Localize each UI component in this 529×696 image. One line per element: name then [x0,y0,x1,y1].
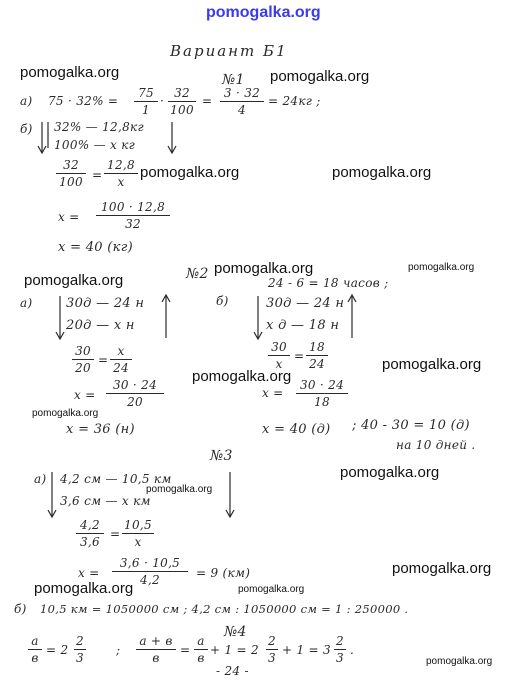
task-1a-fraction-1: 75 1 [134,86,158,117]
task-4-fraction-sum: а + в в [136,634,176,665]
task-4-fraction-a-b: а в [28,634,42,665]
task-4-fraction-a-b-2: а в [194,634,208,665]
page-number: - 24 - [216,664,249,678]
task-1b-answer: х = 40 (кг) [58,240,133,255]
task-3a-fraction-2: 10,5 х [122,518,154,549]
task-2b-x-equals: х = [262,386,284,400]
task-2-note: 24 - 6 = 18 часов ; [268,276,389,290]
task-2b-equals: = [294,349,305,363]
task-1-number: №1 [222,72,245,88]
task-4-equals-2: = [180,643,191,657]
task-2a-equals: = [98,353,109,367]
watermark: pomogalka.org [382,356,482,373]
task-1a-equals: = [202,94,213,108]
task-1a-expression: 75 · 32% = [48,94,119,108]
watermark: pomogalka.org [408,262,475,273]
task-4-semicolon: ; [116,643,121,657]
task-4-mixed-fraction-3: 2 3 [334,634,346,665]
variant-title: Вариант Б1 [170,42,288,60]
task-2b-answer: х = 40 (д) [262,422,331,437]
task-3b-line: 10,5 км = 1050000 см ; 4,2 см : 1050000 см = 1 : 250000 . [40,602,409,616]
task-2a-answer: х = 36 (н) [66,422,135,437]
task-2a-row-2: 20д — х н [66,318,135,333]
task-1b-x-equals: х = [58,210,80,224]
watermark: pomogalka.org [34,580,134,597]
task-1b-equals: = [92,168,103,182]
task-3a-fraction-3: 3,6 · 10,5 4,2 [112,556,188,587]
task-1b-fraction-3: 100 · 12,8 32 [96,200,170,231]
task-1b-fraction-2: 12,8 х [104,158,138,189]
task-4-period: . [350,643,355,657]
task-3-number: №3 [210,448,233,464]
task-2b-fraction-3: 30 · 24 18 [296,378,348,409]
task-2a-fraction-2: х 24 [110,344,132,375]
task-1b-fraction-1: 32 100 [56,158,86,189]
task-4-equals-1: = 2 [46,643,69,657]
task-4-number: №4 [224,624,247,640]
task-1b-row-1: 32% — 12,8кг [54,120,144,134]
watermark: pomogalka.org [146,484,213,495]
task-1a-dot: · [160,94,165,108]
task-2b-fraction-1: 30 х [268,340,290,371]
watermark: pomogalka.org [332,164,432,181]
watermark-top: pomogalka.org [206,4,321,21]
task-2a-fraction-3: 30 · 24 20 [106,378,164,409]
task-1a-fraction-2: 32 100 [168,86,196,117]
task-3a-row-1: 4,2 см — 10,5 км [60,472,172,486]
watermark: pomogalka.org [32,408,99,419]
task-1b-row-2: 100% — х кг [54,138,136,152]
task-2-number: №2 [186,266,209,282]
watermark: pomogalka.org [214,260,314,277]
task-2a-label: а) [20,296,33,310]
task-3a-fraction-1: 4,2 3,6 [76,518,104,549]
task-1a-label: а) [20,94,33,108]
task-3a-row-2: 3,6 см — х км [60,494,151,508]
watermark: pomogalka.org [270,68,370,85]
task-3a-x-equals: х = [78,566,100,580]
task-2b-difference: ; 40 - 30 = 10 (д) [352,418,470,433]
task-1a-fraction-3: 3 · 32 4 [220,86,264,117]
watermark: pomogalka.org [20,64,120,81]
task-2a-fraction-1: 30 20 [72,344,94,375]
watermark: pomogalka.org [140,164,240,181]
watermark: pomogalka.org [192,368,292,385]
task-4-mixed-fraction-2: 2 3 [266,634,278,665]
watermark: pomogalka.org [238,584,305,595]
task-4-mixed-fraction-1: 2 3 [74,634,86,665]
watermark: pomogalka.org [392,560,492,577]
task-2a-row-1: 30д — 24 н [66,296,145,311]
watermark: pomogalka.org [24,272,124,289]
task-4-plus-1: + 1 = 2 [210,643,259,657]
task-1a-result: = 24кг ; [268,94,321,108]
task-4-plus-2: + 1 = 3 [282,643,331,657]
task-2b-fraction-2: 18 24 [306,340,328,371]
task-1b-label: б) [20,122,33,136]
task-3a-label: а) [34,472,47,486]
task-3a-equals: = [110,527,121,541]
task-2a-x-equals: х = [74,388,96,402]
task-2b-row-2: х д — 18 н [266,318,340,333]
task-3a-result: = 9 (км) [196,566,251,580]
watermark: pomogalka.org [426,656,493,667]
task-2b-label: б) [216,294,229,308]
task-2b-conclusion: на 10 дней . [396,438,476,452]
task-2b-row-1: 30д — 24 н [266,296,345,311]
task-3b-label: б) [14,602,27,616]
watermark: pomogalka.org [340,464,440,481]
